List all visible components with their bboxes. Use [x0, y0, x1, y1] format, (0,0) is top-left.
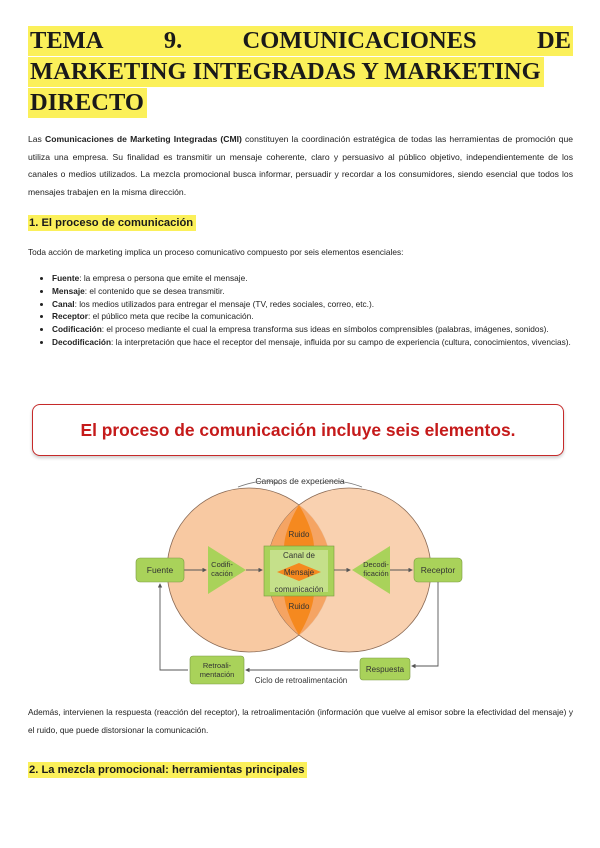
- title-word: TEMA: [30, 27, 104, 54]
- list-item: [52, 310, 573, 323]
- channel-label: Canal de: [282, 551, 316, 560]
- intro-bold-term: Comunicaciones de Marketing Integradas (CMI): [45, 134, 242, 144]
- feedback-label-1: Retroali-: [202, 661, 232, 670]
- list-desc: : el proceso mediante el cual la empresa transforma sus ideas en símbolos comprensibles (palabras, imágenes, sonidos).: [101, 324, 549, 335]
- list-term: Receptor: [52, 311, 88, 322]
- response-label: Respuesta: [365, 665, 405, 674]
- title-line-2: MARKETING INTEGRADAS Y MARKETING: [28, 57, 544, 87]
- after-diagram-paragraph: Además, intervienen la respuesta (reacción del receptor), la retroalimentación (información que vuelve al emisor sobre la efectividad del mensaje) y el ruido, que puede distorsionar la comunicación.: [28, 707, 573, 735]
- intro-text-post: constituyen la coordinación estratégica de todas las herramientas de promoción que utiliza una empresa. Su finalidad es transmitir un mensaje coherente, claro y persuasivo al público objetivo, independientemente de los canales o medios utilizados. La mezcla promocional busca informar, persuadir y recordar a los consumidores, siendo esencial que todos los mensajes trabajen en la misma dirección.: [28, 134, 573, 197]
- intro-paragraph: [28, 131, 573, 201]
- noise-bottom-label: Ruido: [288, 602, 310, 611]
- page-title: [28, 26, 573, 118]
- section1-lead: Toda acción de marketing implica un proceso comunicativo compuesto por seis elementos esenciales:: [28, 247, 404, 258]
- list-item: [52, 323, 573, 336]
- receiver-label: Receptor: [420, 565, 456, 575]
- list-item: [52, 336, 573, 349]
- section-heading-1: 1. El proceso de comunicación: [28, 215, 196, 231]
- list-term: Decodificación: [52, 336, 112, 347]
- feedback-label-2: mentación: [199, 670, 235, 679]
- callout-text: El proceso de comunicación incluye seis elementos.: [80, 419, 516, 440]
- source-label: Fuente: [146, 565, 174, 575]
- feedback-cycle-label: Ciclo de retroalimentación: [254, 676, 348, 685]
- list-item: [52, 298, 573, 311]
- list-term: Canal: [52, 298, 75, 309]
- list-desc: : el público meta que recibe la comunicación.: [87, 311, 254, 322]
- list-item: [52, 285, 573, 298]
- encoding-label-2: cación: [211, 569, 233, 578]
- decoding-label-1: Decodi-: [363, 560, 389, 569]
- callout-box: [32, 404, 564, 456]
- title-word: COMUNICACIONES: [242, 27, 477, 54]
- list-desc: : los medios utilizados para entregar el mensaje (TV, redes sociales, correo, etc.).: [74, 298, 375, 309]
- intro-text-pre: Las: [28, 134, 45, 144]
- elements-list: [28, 272, 573, 348]
- title-line-1: [28, 26, 573, 56]
- document-page: [28, 26, 573, 349]
- communication-label: comunicación: [274, 585, 324, 594]
- list-desc: : la interpretación que hace el receptor del mensaje, influida por su campo de experiencia (cultura, conocimientos, vivencias).: [111, 336, 571, 347]
- title-line-3: DIRECTO: [28, 88, 147, 118]
- list-desc: : la empresa o persona que emite el mensaje.: [79, 273, 248, 284]
- label-campos: Campos de experiencia: [255, 476, 345, 486]
- list-desc: : el contenido que se desea transmitir.: [84, 286, 225, 297]
- title-word: DE: [536, 27, 571, 54]
- noise-top-label: Ruido: [288, 530, 310, 539]
- section-heading-2: 2. La mezcla promocional: herramientas principales: [28, 762, 307, 778]
- list-item: [52, 272, 573, 285]
- list-term: Codificación: [52, 324, 102, 335]
- list-term: Mensaje: [52, 286, 85, 297]
- encoding-label-1: Codifi-: [211, 560, 233, 569]
- message-label: Mensaje: [283, 568, 315, 577]
- communication-process-diagram: [120, 472, 480, 692]
- title-word: 9.: [163, 27, 183, 54]
- decoding-label-2: ficación: [363, 569, 389, 578]
- list-term: Fuente: [52, 273, 80, 284]
